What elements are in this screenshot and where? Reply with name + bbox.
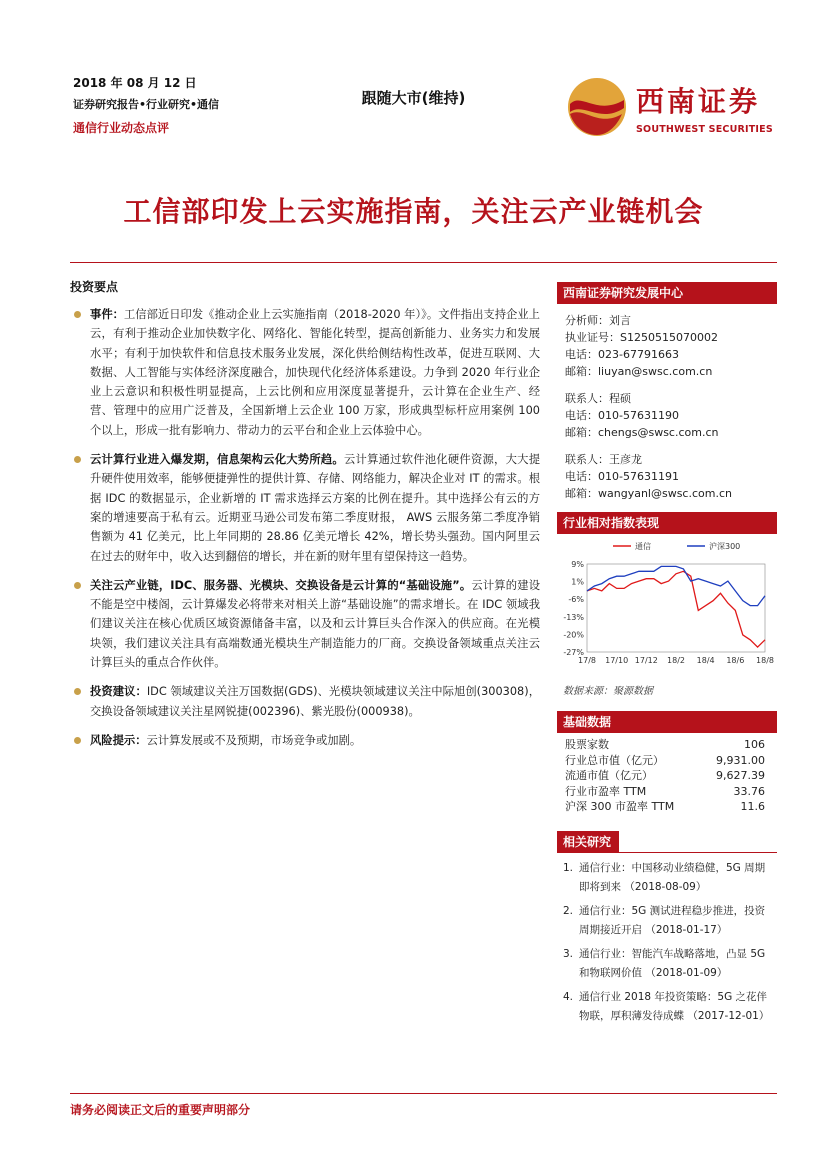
contact-list [557, 312, 777, 502]
basic-data-table [557, 737, 777, 815]
contact-line: 电话：010-57631191 [565, 470, 679, 483]
related-text: 通信行业：智能汽车战略落地，凸显 5G 和物联网价值 （2018-01-09） [579, 947, 766, 979]
index-chart [557, 534, 777, 676]
basic-data-row [557, 799, 777, 815]
summary-paragraph [70, 576, 540, 672]
x-tick-label: 18/2 [667, 656, 685, 665]
y-tick-label: -13% [563, 612, 584, 622]
related-text: 通信行业 2018 年投资策略：5G 之花伴物联，厚积薄发待成蝶 （2017-12-01） [579, 990, 770, 1022]
stat-label: 行业总市值（亿元） [565, 753, 664, 767]
summary-paragraph [70, 305, 540, 440]
y-tick-label: -20% [563, 630, 584, 640]
stat-value: 33.76 [733, 784, 765, 798]
stat-label: 股票家数 [565, 738, 609, 751]
paragraph-lead: 风险提示： [90, 733, 147, 747]
contact-line: 邮箱：wangyanl@swsc.com.cn [565, 487, 732, 500]
basic-data-row [557, 784, 777, 800]
basic-data-row [557, 753, 777, 769]
stat-value: 9,931.00 [716, 753, 765, 767]
report-type: 证券研究报告•行业研究•通信 [73, 98, 220, 111]
stat-label: 流通市值（亿元） [565, 769, 653, 782]
summary-paragraph [70, 450, 540, 566]
related-heading-bar: 相关研究 [557, 831, 619, 853]
bullet-icon [74, 582, 81, 589]
y-tick-label: 1% [571, 577, 584, 587]
stat-value: 9,627.39 [716, 769, 765, 782]
paragraph-text: 云计算通过软件池化硬件资源，大大提升硬件使用效率，能够便捷弹性的提供计算、存储、网络能力，解决企业对 IT 的需求。根据 IDC 的数据显示，企业新增的 IT 需求选择云方案的比例在提升。其中选择公有云的方案的增速要高于私有云。近期亚马逊公司发布第二季度财报， AWS 云服务第二季度净销售额为 41 亿美元，比上年同期的 28.86 亿美元增长 42%，增长势头强劲。国内阿里云在过去的财年中，收入达到翻倍的增长，并在新的财年里有望保持这一趋势。 [90, 453, 540, 563]
contact-line: 分析师：刘言 [565, 314, 631, 327]
stat-value: 11.6 [740, 800, 765, 813]
logo-emblem-icon [566, 76, 628, 138]
y-tick-label: -27% [563, 648, 584, 657]
x-tick-label: 18/4 [696, 656, 715, 665]
sidebar [557, 282, 777, 1031]
y-tick-label: -6% [568, 595, 584, 605]
related-item[interactable] [557, 902, 777, 940]
bullet-icon [74, 737, 81, 744]
contact-line: 电话：023-67791663 [565, 348, 679, 361]
data-source: 数据来源：聚源数据 [563, 686, 653, 697]
y-tick-label: 9% [571, 560, 584, 569]
legend-label: 沪深300 [709, 542, 741, 551]
related-number: 3. [563, 947, 574, 960]
series-line-telecom [587, 571, 765, 647]
rating: 跟随大市(维持) [361, 89, 466, 107]
related-item[interactable] [557, 945, 777, 983]
related-text: 通信行业：5G 测试进程稳步推进，投资周期接近开启 （2018-01-17） [579, 904, 766, 936]
x-tick-label: 18/8 [756, 656, 774, 665]
summary-paragraph [70, 731, 540, 750]
logo-text-en: SOUTHWEST SECURITIES [636, 124, 773, 135]
basic-data-row [557, 768, 777, 784]
x-tick-label: 18/6 [726, 656, 745, 665]
paragraph-lead: 云计算行业进入爆发期，信息架构云化大势所趋。 [90, 453, 344, 467]
paragraph-text: IDC 领域建议关注万国数据(GDS)、光模块领域建议关注中际旭创(300308)，交换设备领域建议关注星网锐捷(002396)、紫光股份(000938)。 [90, 685, 540, 718]
contact-line: 邮箱：liuyan@swsc.com.cn [565, 365, 713, 378]
paragraph-text: 云计算发展或不及预期，市场竞争或加剧。 [146, 733, 362, 747]
contact-gap [557, 441, 777, 451]
paragraph-lead: 关注云产业链，IDC、服务器、光模块、交换设备是云计算的“基础设施”。 [90, 578, 472, 592]
report-date: 2018 年 08 月 12 日 [73, 76, 197, 90]
summary-heading: 投资要点 [70, 280, 119, 294]
research-center-bar: 西南证券研究发展中心 [557, 282, 777, 304]
related-item[interactable] [557, 859, 777, 897]
bullet-icon [74, 456, 81, 463]
index-heading-bar: 行业相对指数表现 [557, 512, 777, 534]
related-number: 4. [563, 990, 574, 1003]
related-number: 2. [563, 904, 574, 917]
basic-data-row [557, 737, 777, 753]
contact-gap [557, 380, 777, 390]
title-divider [70, 262, 777, 263]
basic-data-bar: 基础数据 [557, 711, 777, 733]
stat-label: 沪深 300 市盈率 TTM [565, 800, 675, 813]
paragraph-lead: 事件： [90, 308, 124, 321]
related-text: 通信行业：中国移动业绩稳健，5G 周期即将到来 （2018-08-09） [579, 861, 766, 893]
logo-text-cn: 西南证券 [636, 85, 761, 118]
x-tick-label: 17/12 [634, 656, 658, 665]
paragraph-text: 云计算的建设不能是空中楼阁，云计算爆发必将带来对相关上游“基础设施”的需求增长。在 IDC 领域我们建议关注在核心优质区域资源储备丰富，以及和云计算巨头合作深入的供应商。在光模块领，我们建议关注具有高端数通光模块生产制造能力的厂商。交换设备领域重点关注云计算巨头的重点合作伙伴。 [90, 578, 540, 670]
bullet-icon [74, 688, 81, 695]
summary-paragraph [70, 682, 540, 721]
stat-value: 106 [744, 738, 765, 751]
related-item[interactable] [557, 988, 777, 1026]
report-subtype: 通信行业动态点评 [73, 121, 170, 135]
contact-line: 联系人：程硕 [565, 392, 631, 405]
contact-line: 联系人：王彦龙 [565, 453, 642, 466]
footer-divider [70, 1093, 777, 1094]
x-tick-label: 17/8 [578, 656, 596, 665]
stat-label: 行业市盈率 TTM [565, 784, 647, 798]
contact-line: 执业证号：S1250515070002 [565, 331, 718, 344]
related-list [557, 859, 777, 1026]
investment-summary [70, 278, 540, 760]
bullet-icon [74, 311, 81, 318]
contact-line: 邮箱：chengs@swsc.com.cn [565, 426, 719, 439]
contact-line: 电话：010-57631190 [565, 409, 679, 422]
related-number: 1. [563, 861, 574, 874]
footer-note: 请务必阅读正文后的重要声明部分 [70, 1103, 251, 1117]
paragraph-lead: 投资建议： [90, 685, 147, 699]
x-tick-label: 17/10 [605, 656, 629, 665]
paragraph-text: 工信部近日印发《推动企业上云实施指南（2018-2020 年）》。文件指出支持企业上云，有利于推动企业加快数字化、网络化、智能化转型，提高创新能力、业务实力和发展水平；有利于加快软件和信息技术服务业发展，深化供给侧结构性改革，促进互联网、大数据、人工智能与实体经济深度融合，加快现代化经济体系建设。力争到 2020 年行业企业上云意识和积极性明显提高，上云比例和应用深度显著提升，云计算在企业生产、经营、管理中的应用广泛普及，全国新增上云企业 100 万家，形成典型标杆应用案例 100 个以上，形成一批有影响力、带动力的云平台和企业上云体验中心。 [90, 308, 540, 437]
legend-label: 通信 [635, 542, 651, 551]
page-title: 工信部印发上云实施指南，关注云产业链机会 [123, 195, 704, 228]
